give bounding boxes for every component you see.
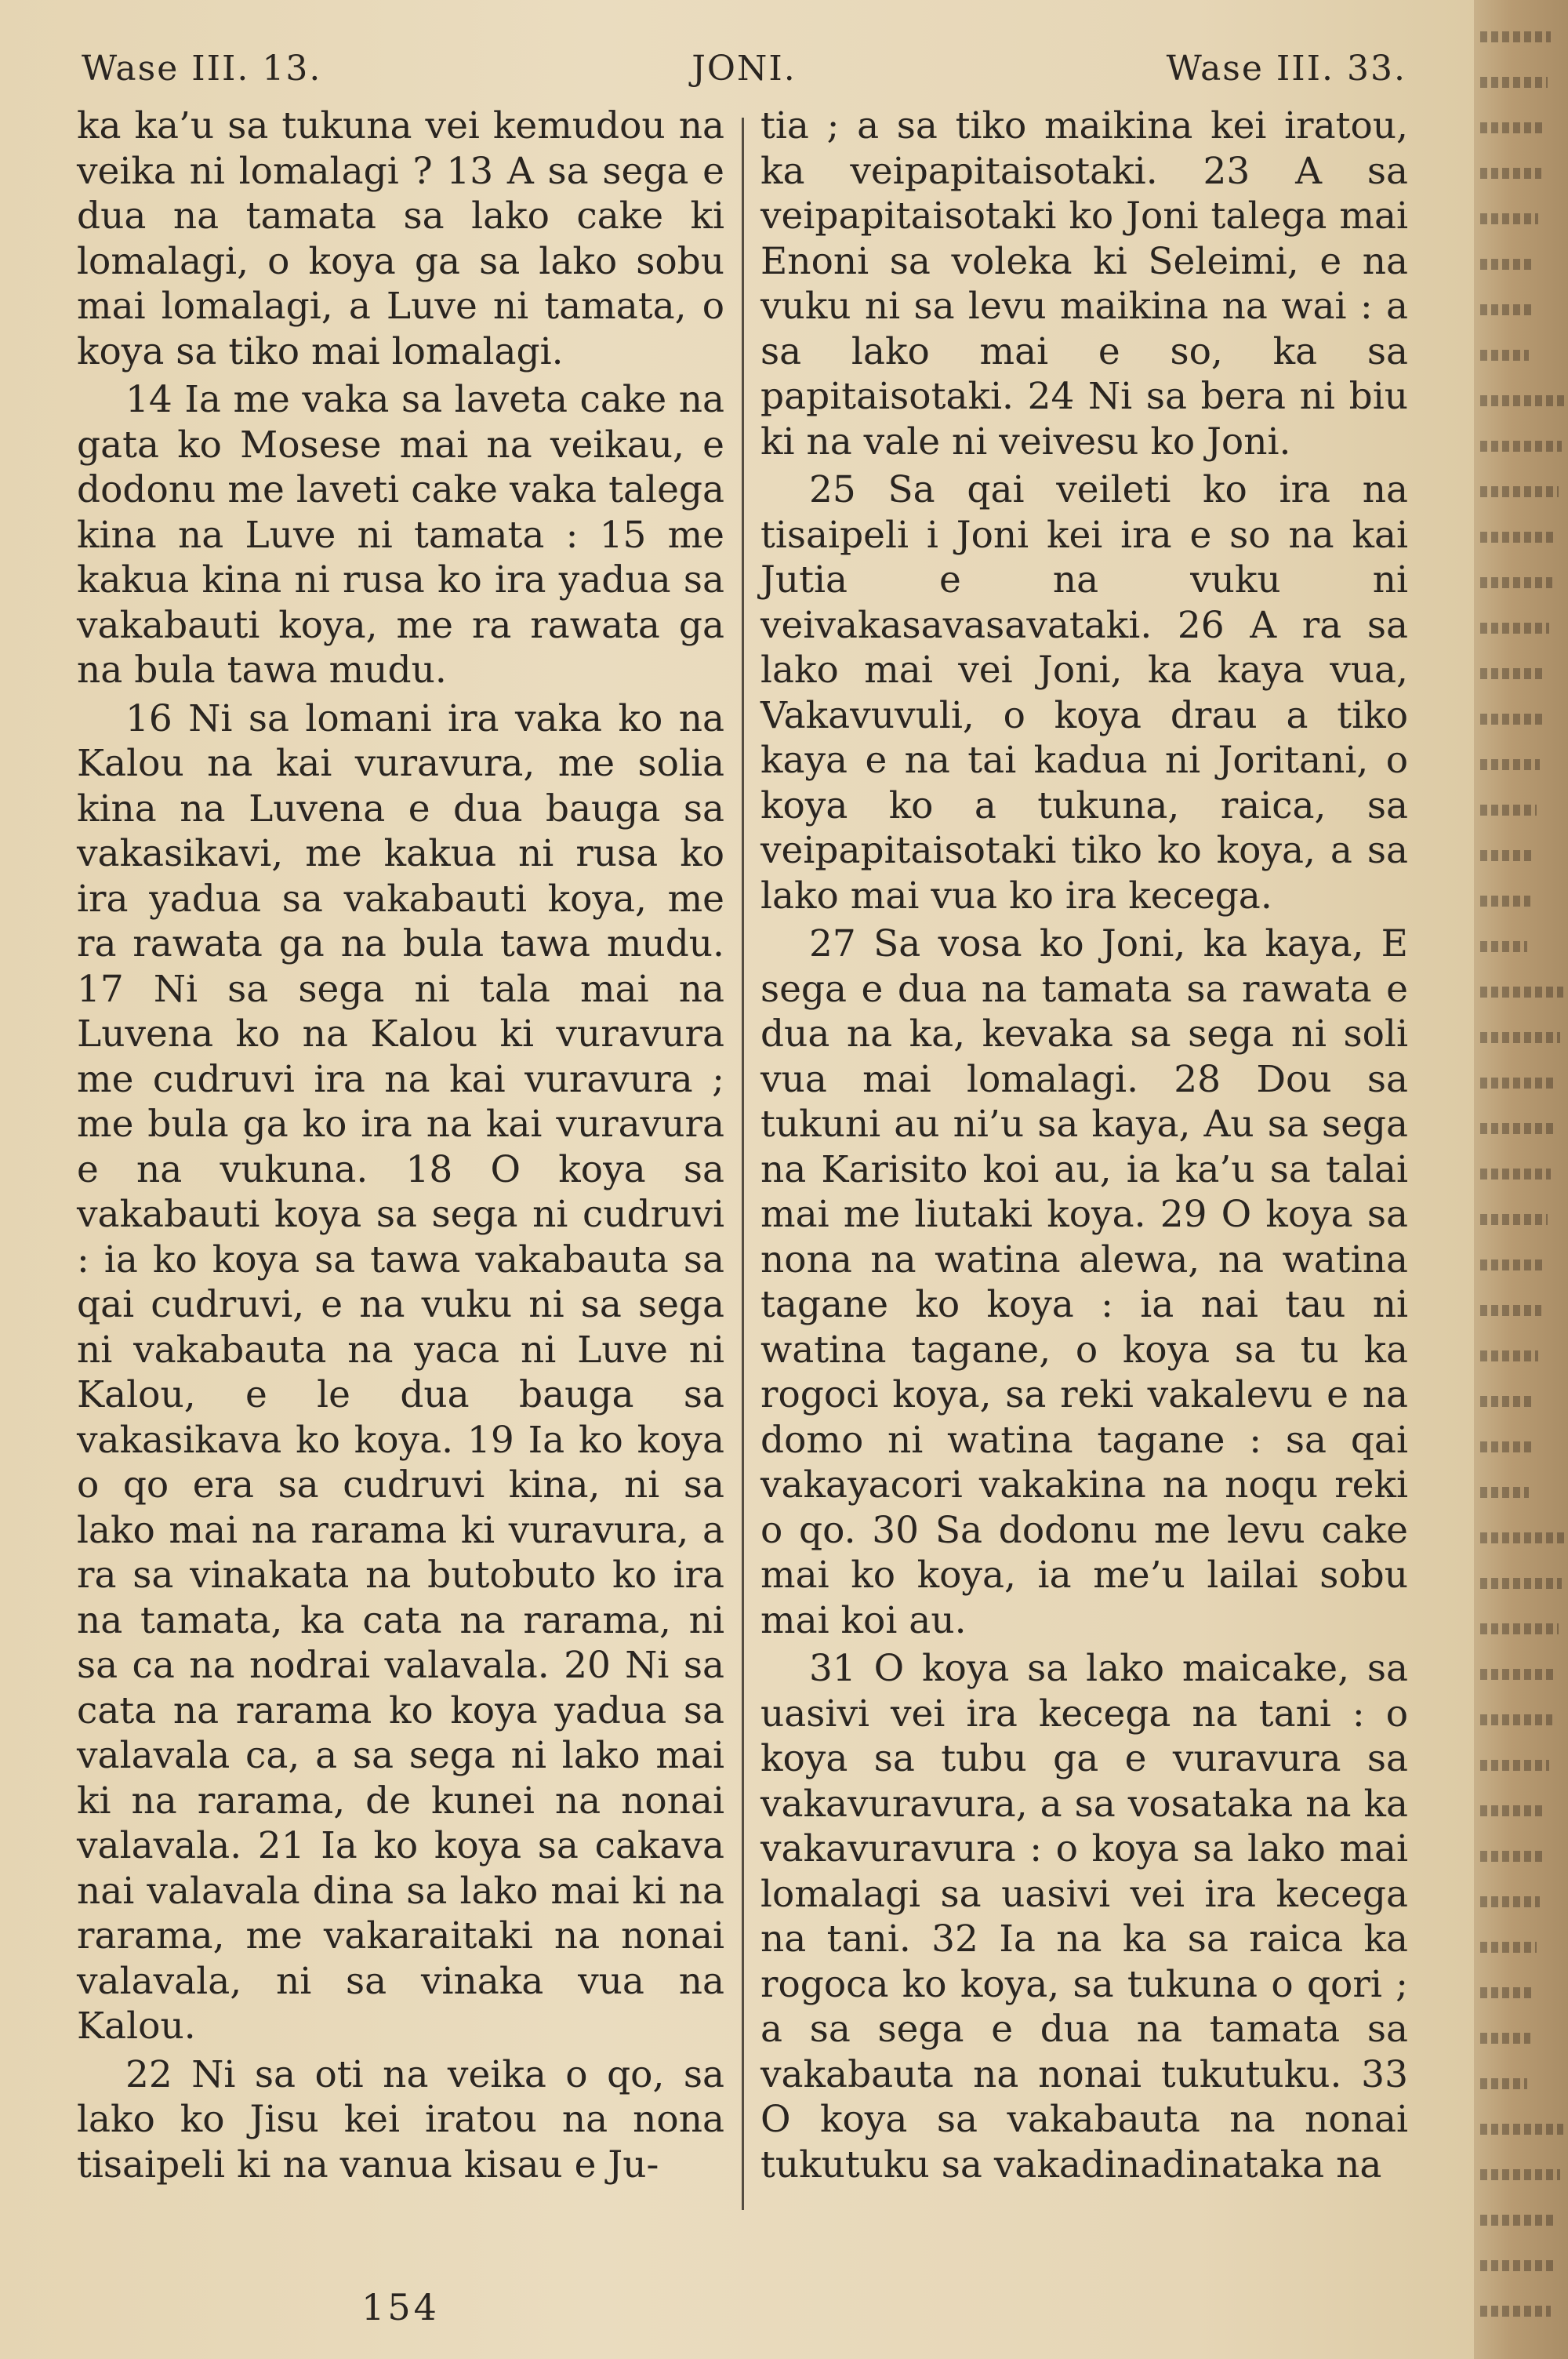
facing-page-text-blur xyxy=(1480,2215,1557,2226)
facing-page-text-blur xyxy=(1480,1623,1559,1634)
facing-page-text-blur xyxy=(1480,213,1538,224)
facing-page-text-blur xyxy=(1480,395,1565,406)
facing-page-text-blur xyxy=(1480,941,1527,952)
facing-page-text-blur xyxy=(1480,1259,1544,1270)
facing-page-text-blur xyxy=(1480,122,1544,133)
paragraph: 14 Ia me vaka sa laveta cake na gata ko Mosese mai na veikau, e dodonu me laveti cake vaka talega kina na Luve ni tamata : 15 me kakua kina ni rusa ko ira yadua sa vakabauti koya, me ra rawata ga na bula tawa mudu. xyxy=(77,378,724,692)
paragraph: 22 Ni sa oti na veika o qo, sa lako ko Jisu kei iratou na nona tisaipeli ki na vanua kisau e Ju- xyxy=(77,2052,724,2186)
header-left-reference: Wase III. 13. xyxy=(82,49,322,89)
paragraph: 27 Sa vosa ko Joni, ka kaya, E sega e dua na tamata sa rawata e dua na ka, kevaka sa sega ni soli vua mai lomalagi. 28 Dou sa tukuni au ni’u sa kaya, Au sa sega na Karisito koi au, ia ka’u sa talai mai me liutaki koya. 29 O koya sa nona na watina alewa, na watina tagane ko koya : ia nai tau ni watina tagane, o koya sa tu ka rogoci koya, sa reki vakalevu e na domo ni watina tagane : sa qai vakayacori vakakina na noqu reki o qo. 30 Sa dodonu me levu cake mai ko koya, ia me’u lailai sobu mai koi au. xyxy=(760,922,1408,1642)
paragraph: ka ka’u sa tukuna vei kemudou na veika ni lomalagi ? 13 A sa sega e dua na tamata sa lako cake ki lomalagi, o koya ga sa lako sobu mai lomalagi, a Luve ni tamata, o koya sa tiko mai lomalagi. xyxy=(77,104,724,373)
facing-page-text-blur xyxy=(1480,2306,1551,2317)
facing-page-text-blur xyxy=(1480,1032,1560,1043)
facing-page-text-blur xyxy=(1480,168,1541,179)
right-text-column xyxy=(760,104,1408,2190)
facing-page-text-blur xyxy=(1480,1714,1552,1725)
header-right-reference: Wase III. 33. xyxy=(1166,49,1406,89)
facing-page-text-blur xyxy=(1480,668,1546,679)
facing-page-text-blur xyxy=(1480,77,1548,88)
facing-page-text-blur xyxy=(1480,1942,1537,1953)
facing-page-text-blur xyxy=(1480,1305,1541,1316)
facing-page-text-blur xyxy=(1480,1350,1538,1361)
facing-page-text-blur xyxy=(1480,2124,1563,2135)
facing-page-text-blur xyxy=(1480,1123,1554,1134)
facing-page-text-blur xyxy=(1480,1441,1532,1452)
column-divider xyxy=(742,118,744,2210)
facing-page-text-blur xyxy=(1480,1805,1546,1816)
facing-page-text-blur xyxy=(1480,1169,1551,1180)
facing-page-text-blur xyxy=(1480,532,1555,543)
paragraph: 16 Ni sa lomani ira vaka ko na Kalou na kai vuravura, me solia kina na Luvena e dua bauga sa vakasikavi, me kakua ni rusa ko ira yadua sa vakabauti koya, me ra rawata ga na bula tawa mudu. 17 Ni sa sega ni tala mai na Luvena ko na Kalou ki vuravura me cudruvi ira na kai vuravura ; me bula ga ko ira na kai vuravura e na vukuna. 18 O koya sa vakabauti koya sa sega ni cudruvi : ia ko koya sa tawa vakabauta sa qai cudruvi, e na vuku ni sa sega ni vakabauta na yaca ni Luve ni Kalou, e le dua bauga sa vakasikava ko koya. 19 Ia ko koya o qo era sa cudruvi kina, ni sa lako mai na rarama ki vuravura, a ra sa vinakata na butobuto ko ira na tamata, ka cata na rarama, ni sa ca na nodrai valavala. 20 Ni sa cata na rarama ko koya yadua sa valavala ca, a sa sega ni lako mai ki na rarama, de kunei na nonai valavala. 21 Ia ko koya sa cakava nai valavala dina sa lako mai ki na rarama, me vakaraitaki na nonai valavala, ni sa vinaka vua na Kalou. xyxy=(77,696,724,2048)
facing-page-text-blur xyxy=(1480,1578,1562,1589)
paragraph: 25 Sa qai veileti ko ira na tisaipeli i Joni kei ira e so na kai Jutia e na vuku ni veivakasavasavataki. 26 A ra sa lako mai vei Joni, ka kaya vua, Vakavuvuli, o koya drau a tiko kaya e na tai kadua ni Joritani, o koya ko a tukuna, raica, sa veipapitaisotaki tiko ko koya, a sa lako mai vua ko ira kecega. xyxy=(760,468,1408,918)
facing-page-text-blur xyxy=(1480,486,1559,497)
facing-page-text-blur xyxy=(1480,31,1551,42)
facing-page-text-blur xyxy=(1480,1760,1549,1771)
facing-page-text-blur xyxy=(1480,1214,1548,1225)
page-number: 154 xyxy=(361,2286,440,2328)
facing-page-text-blur xyxy=(1480,1896,1540,1907)
left-text-column xyxy=(77,104,724,2328)
running-header xyxy=(82,49,1406,104)
facing-page-text-blur xyxy=(1480,850,1534,861)
facing-page-text-blur xyxy=(1480,1532,1565,1543)
facing-page-text-blur xyxy=(1480,1851,1543,1862)
facing-page-text-blur xyxy=(1480,2260,1554,2271)
facing-page-text-blur xyxy=(1480,896,1530,907)
facing-page-text-blur xyxy=(1480,2078,1527,2089)
facing-page-text-blur xyxy=(1480,2169,1560,2180)
facing-page-text-blur xyxy=(1480,2033,1530,2044)
facing-page-text-blur xyxy=(1480,1669,1555,1680)
paragraph: tia ; a sa tiko maikina kei iratou, ka veipapitaisotaki. 23 A sa veipapitaisotaki ko Joni talega mai Enoni sa voleka ki Seleimi, e na vuku ni sa levu maikina na wai : a sa lako mai e so, ka sa papitaisotaki. 24 Ni sa bera ni biu ki na vale ni veivesu ko Joni. xyxy=(760,104,1408,463)
facing-page-edge xyxy=(1474,0,1568,2359)
facing-page-text-blur xyxy=(1480,1078,1557,1089)
facing-page-text-blur xyxy=(1480,304,1532,315)
facing-page-text-blur xyxy=(1480,987,1563,998)
facing-page-text-blur xyxy=(1480,1396,1535,1407)
facing-page-text-blur xyxy=(1480,759,1540,770)
facing-page-text-blur xyxy=(1480,623,1549,634)
facing-page-text-blur xyxy=(1480,259,1535,270)
facing-page-text-blur xyxy=(1480,1987,1534,1998)
paragraph: 31 O koya sa lako maicake, sa uasivi vei ira kecega na tani : o koya sa tubu ga e vuravura sa vakavuravura, a sa vosataka na ka vakavuravura : o koya sa lako mai lomalagi sa uasivi vei ira kecega na tani. 32 Ia na ka sa raica ka rogoca ko koya, sa tukuna o qori ; a sa sega e dua na tamata sa vakabauta na nonai tukutuku. 33 O koya sa vakabauta na nonai tukutuku sa vakadinadinataka na xyxy=(760,1647,1408,2186)
header-book-title: JONI. xyxy=(691,49,797,89)
facing-page-text-blur xyxy=(1480,441,1562,452)
facing-page-text-blur xyxy=(1480,805,1537,816)
facing-page-text-blur xyxy=(1480,350,1529,361)
facing-page-text-blur xyxy=(1480,714,1543,725)
facing-page-text-blur xyxy=(1480,577,1552,588)
facing-page-text-blur xyxy=(1480,1487,1529,1498)
